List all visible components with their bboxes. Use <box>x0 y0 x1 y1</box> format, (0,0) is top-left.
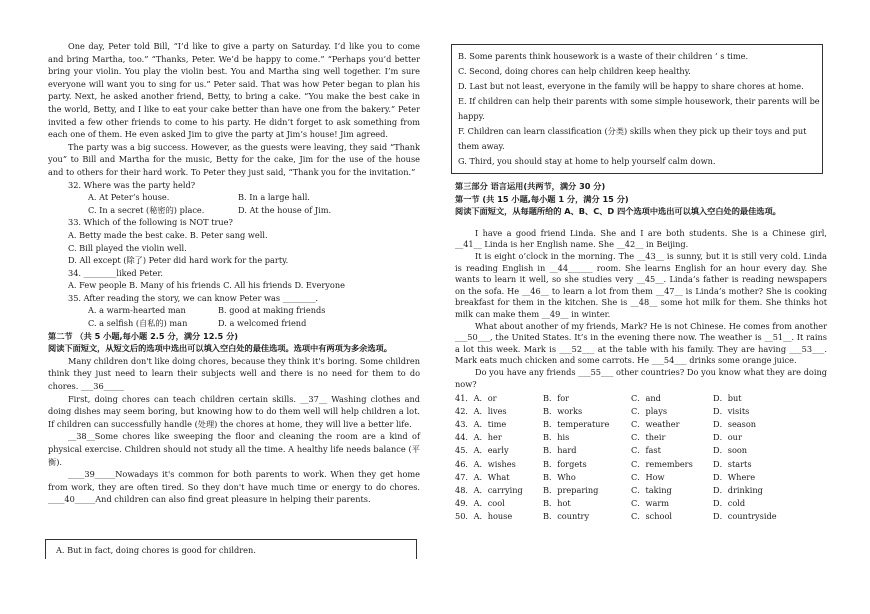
cloze-paragraph: I have a good friend Linda. She and I are both students. She is a Chinese girl, __41__ Linda is her English name. She __42__ in Beijing. <box>455 227 827 250</box>
option: A. At Peter’s house. <box>88 192 170 203</box>
story-paragraph-2: The party was a big success. However, as the guests were leaving, they said “Thank you” to Bill and Martha for the music, Betty for the cake, Jim for the use of the house and to others for their hard work. To Peter they just said, “Thank you for the invitation.” <box>48 141 420 177</box>
option-box-b <box>451 44 823 174</box>
section3-instructions: 阅读下面短文，从每题所给的 A、B、C、D 四个选项中选出可以填入空白处的最佳选项。 <box>455 206 781 217</box>
section2-paragraph: ____39_____Nowadays it's common for both parents to work. When they get home from work, they are often tired. So they don't have much time or energy to do chores. ____40_____And children can also find great pleasure in helping their parents. <box>48 469 420 505</box>
left-column <box>48 40 420 506</box>
section3-subheading: 第一节 (共 15 小题,每小题 1 分，满分 15 分) <box>455 193 629 204</box>
option-g: G. Third, you should stay at home to help yourself calm down. <box>458 156 716 166</box>
option-line: A. Few people B. Many of his friends C. All his friends D. Everyone <box>68 280 345 291</box>
choice-row: 50．A．house B．country C．school D．countryside <box>455 510 777 521</box>
question-stem: 35. After reading the story, we can know Peter was ________. <box>68 292 319 303</box>
option: C. a selfish (自私的) man <box>88 318 188 329</box>
choice-row: 44．A．her B．his C．their D．our <box>455 432 742 443</box>
question-stem: 33. Which of the following is NOT true? <box>68 217 233 228</box>
option: C. In a secret (秘密的) place. <box>88 204 205 215</box>
option-b: B. Some parents think housework is a waste of their children ’ s time. <box>458 51 749 61</box>
question-32 <box>48 179 420 217</box>
option: B. In a large hall. <box>238 192 310 203</box>
option-d: D. Last but not least, everyone in the family will be happy to share chores at home. <box>458 81 804 91</box>
choice-row: 48．A．carrying B．preparing C．taking D．drinking <box>455 484 763 495</box>
cloze-paragraph: What about another of my friends, Mark? He is not Chinese. He comes from another ___50___, the United States. It’s in the evening there now. The weather is __51__. It rains a lot this week. Mark is ___52___ at the table with his family. They are having ___53___. Mark eats much chicken and some carrots. He ___54___ drinks some orange juice. <box>455 320 827 366</box>
option: D. a welcomed friend <box>218 318 307 329</box>
section2-paragraph: __38__Some chores like sweeping the floor and cleaning the room are a kind of physical exercise. Children should not study all the time. A healthy life needs balance (平衡). <box>48 431 420 467</box>
question-stem: 34. ________liked Peter. <box>68 267 163 278</box>
section2-heading: 第二节 （共 5 小题,每小题 2.5 分，满分 12.5 分) <box>48 330 239 341</box>
section2-paragraph: First, doing chores can teach children certain skills. __37__ Washing clothes and doing dishes may seem boring, but knowing how to do them well will help children a lot. If children can successfully handle (处理) the chores at home, they will live a better life. <box>48 393 420 429</box>
question-35 <box>48 292 420 330</box>
question-stem: 32. Where was the party held? <box>68 179 196 190</box>
option: B. good at making friends <box>218 305 326 316</box>
choice-row: 45．A．early B．hard C．fast D．soon <box>455 445 748 456</box>
option: A. a warm-hearted man <box>88 305 186 316</box>
section2-paragraph: Many children don't like doing chores, because they think it's boring. Some children think they just need to learn their subjects well and there is no need for them to do chores. ___36_____ <box>48 355 420 392</box>
option: D. At the house of Jim. <box>238 204 332 215</box>
option-line: D. All except (除了) Peter did hard work for the party. <box>68 255 289 266</box>
question-34 <box>48 267 420 292</box>
option-line: C. Bill played the violin well. <box>68 242 187 253</box>
story-paragraph-1: One day, Peter told Bill, “I’d like to give a party on Saturday. I’d like you to come and bring Martha, too.” “Thanks, Peter. We’d be happy to come.” “Perhaps you’d better bring your violin. You play the violin best. You and Martha sing well together. I’m sure everyone will want you to sing for us.” Peter said. That was how Peter began to plan his party. Next, he asked another friend, Betty, to bring a cake. “You make the best cake in the world, Betty, and I like to eat your cake better than have one from the bakery.” Peter invited a few other friends to come to his party. He didn’t forget to ask something from each one of them. He even asked Jim to give the party at Jim’s house! Jim agreed. <box>48 41 420 140</box>
section2-instructions: 阅读下面短文，从短文后的选项中选出可以填入空白处的最佳选项。选项中有两项为多余选项。 <box>48 343 392 354</box>
question-33 <box>48 216 420 266</box>
section3-heading: 第三部分 语言运用(共两节，满分 30 分) <box>455 181 606 191</box>
choice-row: 49．A．cool B．hot C．warm D．cold <box>455 497 746 508</box>
right-column <box>455 44 827 523</box>
option-f: F. Children can learn classification (分类) skills when they pick up their toys and put them away. <box>458 126 807 151</box>
option-box-a: A. But in fact, doing chores is good for children. <box>45 539 417 559</box>
cloze-choices <box>455 392 827 523</box>
cloze-paragraph: It is eight o’clock in the morning. The __43__ is sunny, but it is still very cold. Linda is reading English in __44______ room. She learns English for an hour every day. She wants to learn it well, so she studies very __45__. Linda’s father is reading newspapers on the sofa. He __46__ to learn a lot from them __47__ is Linda’s mother? She is cooking breakfast for them in the kitchen. She is __48__ some hot milk for them. She thinks hot milk can make them __49__ in winter. <box>455 250 827 319</box>
option-e: E. If children can help their parents with some simple housework, their parents will be happy. <box>458 96 820 121</box>
option-c: C. Second, doing chores can help children keep healthy. <box>458 66 691 76</box>
choice-row: 43．A．time B．temperature C．weather D．season <box>455 419 757 430</box>
choice-row: 47．A．What B．Who C．How D．Where <box>455 471 756 482</box>
choice-row: 46．A．wishes B．forgets C．remembers D．starts <box>455 458 752 469</box>
choice-row: 41．A．or B．for C．and D．but <box>455 393 742 404</box>
choice-row: 42．A．lives B．works C．plays D．visits <box>455 406 750 417</box>
option-line: A. Betty made the best cake. B. Peter sang well. <box>68 229 268 240</box>
cloze-paragraph: Do you have any friends ___55___ other countries? Do you know what they are doing now? <box>455 366 827 389</box>
